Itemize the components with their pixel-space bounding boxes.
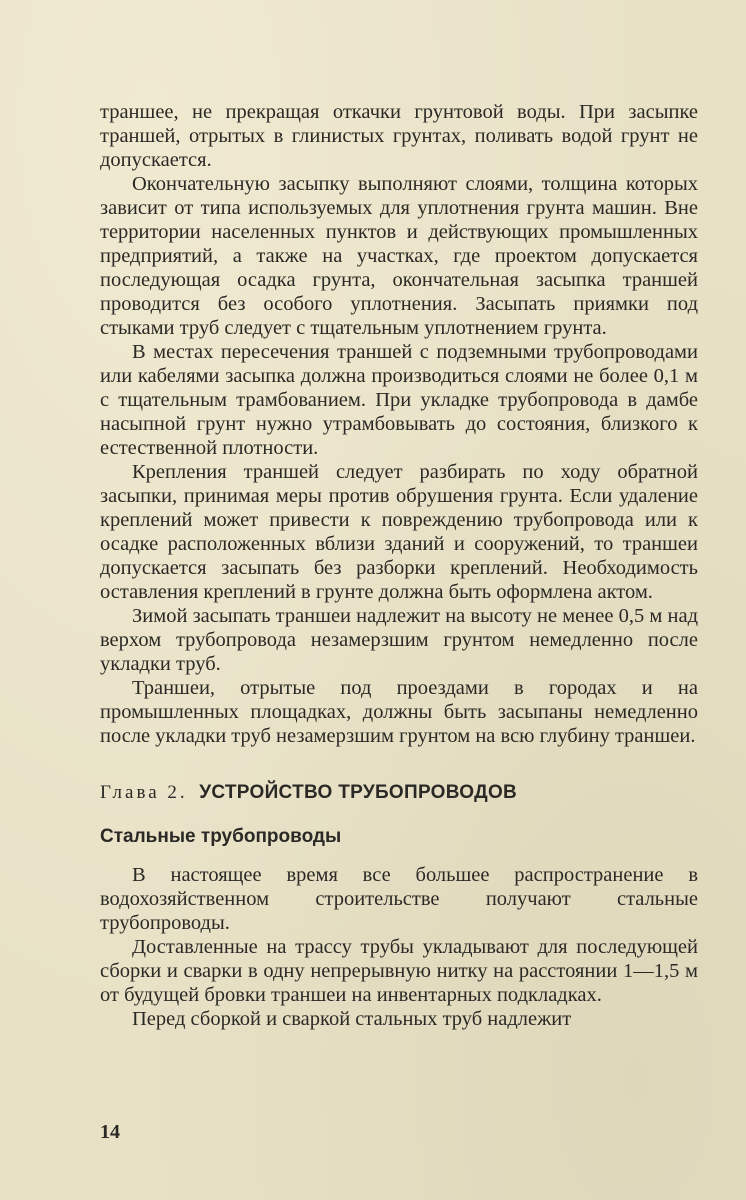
paragraph: Зимой засыпать траншеи надлежит на высоту не менее 0,5 м над верхом трубопровода незамерзшим грунтом немедленно после укладки труб. <box>100 605 698 675</box>
paragraph: Доставленные на трассу трубы укладывают для последующей сборки и сварки в одну непрерывную нитку на расстоянии 1—1,5 м от будущей бровки траншеи на инвентарных подкладках. <box>100 936 698 1006</box>
paragraph: Траншеи, отрытые под проездами в городах и на промышленных площадках, должны быть засыпаны немедленно после укладки труб незамерзшим грунтом на всю глубину траншеи. <box>100 677 698 747</box>
section-heading: Стальные трубопроводы <box>100 826 342 847</box>
page-number: 14 <box>100 1121 120 1143</box>
paragraph: траншее, не прекращая откачки грунтовой воды. При засыпке траншей, отрытых в глинистых грунтах, поливать водой грунт не допускается. <box>100 101 698 171</box>
chapter-heading <box>100 781 698 805</box>
chapter-title: УСТРОЙСТВО ТРУБОПРОВОДОВ <box>199 782 518 803</box>
page-body <box>100 100 698 1031</box>
paragraph: Окончательную засыпку выполняют слоями, толщина которых зависит от типа используемых для уплотнения грунта машин. Вне территории населенных пунктов и действующих промышленных предприятий, а также на участках, где проектом допускается последующая осадка грунта, окончательная засыпка траншей проводится без особого уплотнения. Засыпать приямки под стыками труб следует с тщательным уплотнением грунта. <box>100 173 698 339</box>
paragraph: В местах пересечения траншей с подземными трубопроводами или кабелями засыпка должна производиться слоями не более 0,1 м с тщательным трамбованием. При укладке трубопровода в дамбе насыпной грунт нужно утрамбовывать до состояния, близкого к естественной плотности. <box>100 341 698 459</box>
chapter-prefix: Глава 2. <box>100 782 188 803</box>
paragraph: Крепления траншей следует разбирать по ходу обратной засыпки, принимая меры против обрушения грунта. Если удаление креплений может привести к повреждению трубопровода или к осадке расположенных вблизи зданий и сооружений, то траншеи допускается засыпать без разборки креплений. Необходимость оставления креплений в грунте должна быть оформлена актом. <box>100 461 698 603</box>
paragraph: Перед сборкой и сваркой стальных труб надлежит <box>132 1008 572 1030</box>
paragraph: В настоящее время все большее распространение в водохозяйственном строительстве получают стальные трубопроводы. <box>100 864 698 934</box>
